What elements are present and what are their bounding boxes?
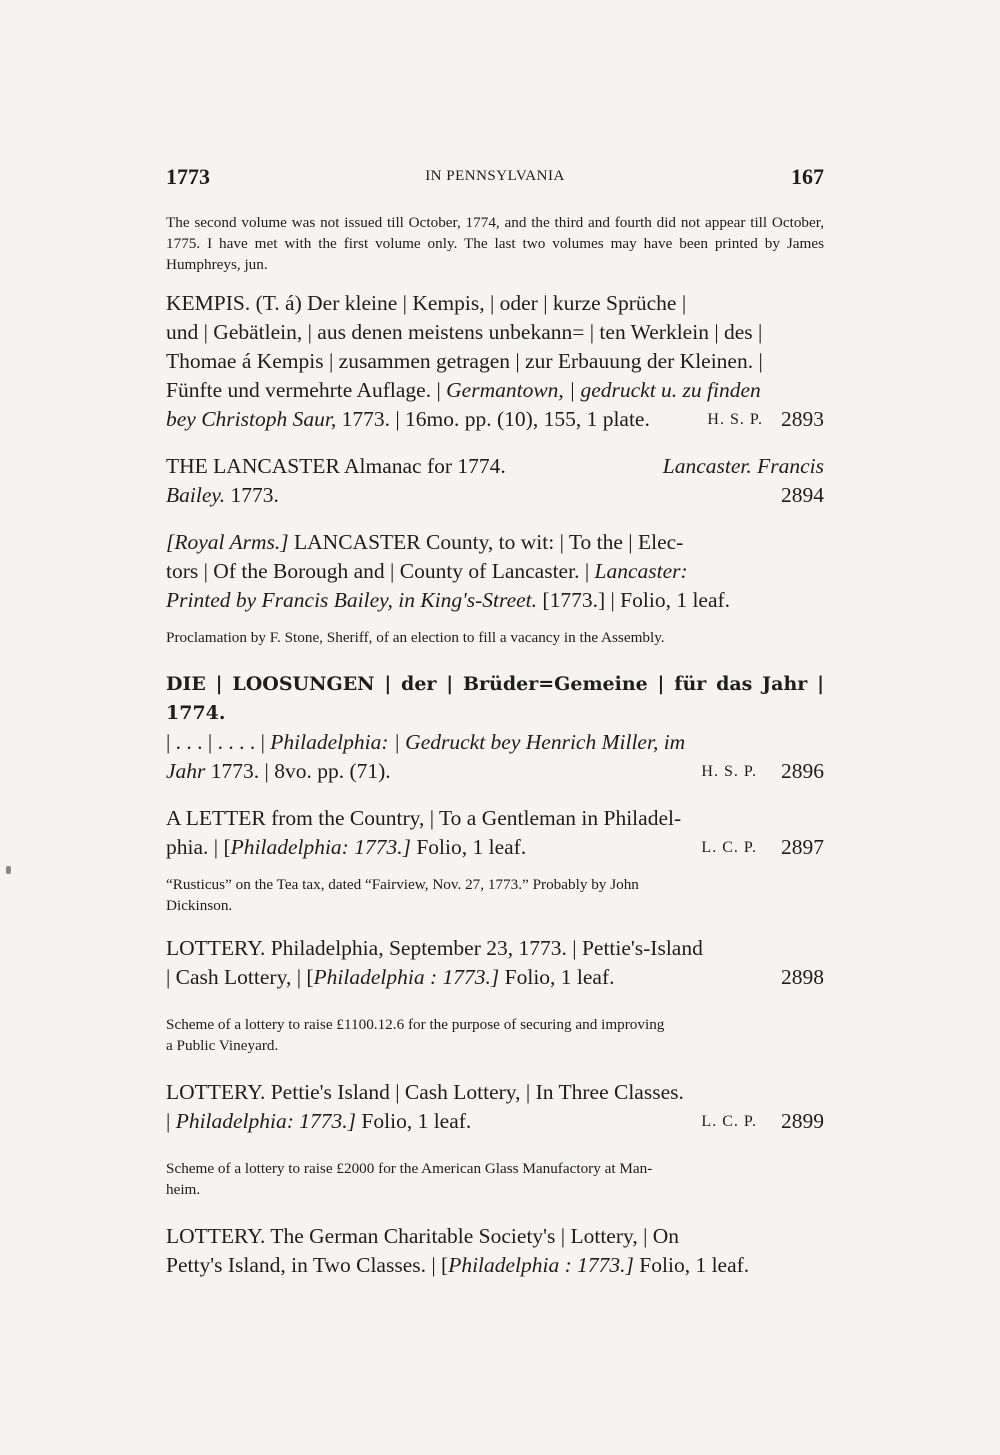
- note-line: heim.: [166, 1181, 201, 1198]
- entry-text: phia. | [: [166, 835, 231, 859]
- entry-text: Folio, 1 leaf.: [416, 835, 527, 859]
- entry-lottery-german-society: [166, 1222, 824, 1280]
- entry-number: 2894: [781, 483, 824, 507]
- entry-2899: [166, 1078, 824, 1136]
- entry-text: LANCASTER County, to wit: | To the | Elec-: [294, 530, 684, 554]
- entry-line: KEMPIS. (T. á) Der kleine | Kempis, | oder | kurze Sprüche |: [166, 291, 687, 315]
- entry-2895: [166, 528, 824, 615]
- entry-text: 1773.: [230, 483, 279, 507]
- note-line: a Public Vineyard.: [166, 1037, 279, 1054]
- entry-2896: [166, 670, 824, 786]
- entry-number: 2893: [781, 407, 824, 431]
- entry-2898-note: [166, 1014, 824, 1056]
- entry-text: [1773.] | Folio, 1 leaf.: [542, 588, 731, 612]
- entry-text: Fünfte und vermehrte Auflage. |: [166, 378, 441, 402]
- entry-imprint: Jahr: [166, 759, 206, 783]
- note-line: “Rusticus” on the Tea tax, dated “Fairview, Nov. 27, 1773.” Probably by John: [166, 876, 639, 893]
- entry-2899-note: [166, 1158, 824, 1200]
- entry-imprint: bey Christoph Saur,: [166, 407, 337, 431]
- entry-text: Folio, 1 leaf.: [361, 1109, 472, 1133]
- entry-imprint: Lancaster. Francis: [662, 454, 824, 478]
- entry-imprint: Philadelphia : 1773.]: [448, 1253, 634, 1277]
- entry-imprint: Philadelphia: 1773.]: [230, 835, 411, 859]
- entry-2895-note: Proclamation by F. Stone, Sheriff, of an election to fill a vacancy in the Assembly.: [166, 629, 665, 646]
- entry-line: Thomae á Kempis | zusammen getragen | zur Erbauung der Kleinen. |: [166, 349, 763, 373]
- entry-text: 1773. | 8vo. pp. (71).: [210, 759, 391, 783]
- location-code: H. S. P.: [701, 763, 757, 780]
- entry-text: |: [166, 1109, 171, 1133]
- entry-text: Folio, 1 leaf.: [639, 1253, 750, 1277]
- entry-text: Petty's Island, in Two Classes. | [: [166, 1253, 449, 1277]
- location-code: L. C. P.: [701, 1113, 757, 1130]
- entry-2897-note: [166, 874, 824, 916]
- location-code: H. S. P.: [707, 411, 763, 428]
- entry-number: 2899: [781, 1109, 824, 1133]
- running-head: [166, 164, 824, 194]
- entry-text: tors | Of the Borough and | County of Lancaster. |: [166, 559, 590, 583]
- entry-text: 1773. | 16mo. pp. (10), 155, 1 plate.: [341, 407, 650, 431]
- entry-imprint: Philadelphia: 1773.]: [175, 1109, 357, 1133]
- note-top: [166, 212, 824, 275]
- page-number: 167: [791, 164, 824, 189]
- entry-text: | . . . | . . . . |: [166, 730, 265, 754]
- book-page: [166, 164, 824, 1280]
- entry-text: Folio, 1 leaf.: [504, 965, 615, 989]
- entry-text: THE LANCASTER Almanac for 1774.: [166, 454, 506, 478]
- entry-imprint: Philadelphia : 1773.]: [313, 965, 500, 989]
- entry-number: 2897: [781, 835, 824, 859]
- entry-imprint: Germantown, | gedruckt u. zu finden: [446, 378, 761, 402]
- entry-2893: [166, 289, 824, 434]
- entry-line: LOTTERY. The German Charitable Society's | Lottery, | On: [166, 1224, 680, 1248]
- location-code: L. C. P.: [701, 839, 757, 856]
- note-line: Dickinson.: [166, 897, 233, 914]
- entry-2894: [166, 452, 824, 510]
- entry-line: DIE | LOOSUNGEN | der | Brüder=Gemeine | für das Jahr | 1774.: [166, 673, 824, 724]
- entry-number: 2896: [781, 759, 824, 783]
- margin-specks: [6, 866, 11, 874]
- entry-line: LOTTERY. Pettie's Island | Cash Lottery, | In Three Classes.: [166, 1080, 684, 1104]
- entry-2897: [166, 804, 824, 862]
- note-line: Scheme of a lottery to raise £1100.12.6 for the purpose of securing and improving: [166, 1016, 665, 1033]
- entry-text: | Cash Lottery, | [: [166, 965, 314, 989]
- note-line: The second volume was not issued till October, 1774, and the third and fourth did: [166, 214, 677, 231]
- entry-text: [Royal Arms.]: [166, 530, 289, 554]
- entry-imprint: Printed by Francis Bailey, in King's-Street.: [166, 588, 538, 612]
- entry-line: A LETTER from the Country, | To a Gentleman in Philadel-: [166, 806, 682, 830]
- note-line: not appear till October, 1775. I have met with the first volume only. The last two: [166, 214, 825, 252]
- entry-imprint: Lancaster:: [594, 559, 688, 583]
- entry-imprint: Philadelphia: | Gedruckt bey Henrich Miller, im: [270, 730, 686, 754]
- entry-imprint: Bailey.: [166, 483, 226, 507]
- note-line: volumes may have been printed by James Humphreys, jun.: [166, 235, 824, 273]
- header-year: 1773: [166, 164, 210, 189]
- header-title: IN PENNSYLVANIA: [425, 168, 565, 184]
- entry-line: und | Gebätlein, | aus denen meistens unbekann= | ten Werklein | des |: [166, 320, 763, 344]
- entry-2898: [166, 934, 824, 992]
- entry-line: LOTTERY. Philadelphia, September 23, 1773. | Pettie's-Island: [166, 936, 703, 960]
- entry-number: 2898: [781, 965, 824, 989]
- note-line: Scheme of a lottery to raise £2000 for the American Glass Manufactory at Man-: [166, 1160, 653, 1177]
